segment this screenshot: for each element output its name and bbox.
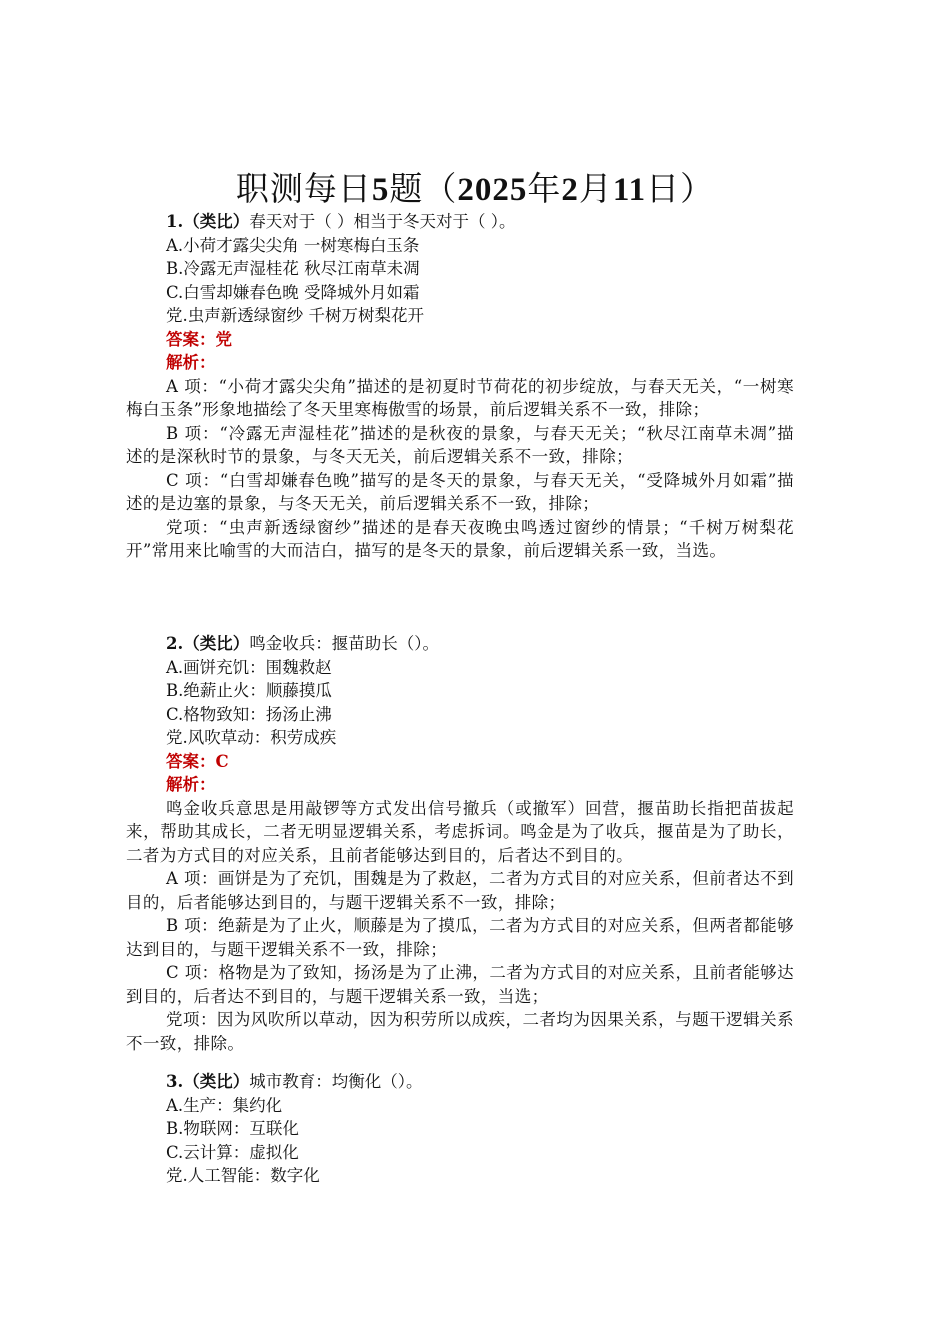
title-month: 2	[561, 172, 579, 208]
question-3	[166, 1070, 834, 1188]
title-year: 2025	[457, 172, 528, 208]
analysis-paragraph: B 项：“冷露无声湿桂花”描述的是秋夜的景象，与春天无关；“秋尽江南草未凋”描述的是深秋时节的景象，与冬天无关，前后逻辑关系不一致，排除；	[126, 423, 794, 466]
title-count: 5	[371, 172, 390, 208]
question-tag: （类比）	[183, 212, 250, 231]
question-number: 3.	[166, 1072, 184, 1091]
title-text: 职测每日	[235, 172, 372, 208]
page-title	[0, 168, 950, 212]
question-header	[166, 632, 834, 656]
option-b: B.冷露无声湿桂花 秋尽江南草未凋	[166, 259, 420, 278]
analysis-paragraph: A 项：“小荷才露尖尖角”描述的是初夏时节荷花的初步绽放，与春天无关，“一树寒梅白玉条”形象地描绘了冬天里寒梅傲雪的场景，前后逻辑关系不一致，排除；	[126, 376, 794, 419]
question-2	[126, 632, 834, 1055]
answer-label: 答案：	[166, 751, 216, 771]
option-b: B.物联网：互联化	[166, 1119, 299, 1138]
answer-line	[166, 750, 834, 774]
question-number: 2.	[166, 634, 184, 653]
analysis-label: 解析：	[166, 775, 216, 794]
option-d: 党.人工智能：数字化	[166, 1166, 320, 1185]
answer-value: C	[215, 751, 229, 771]
option-c: C.白雪却嫌春色晚 受降城外月如霜	[166, 282, 420, 302]
question-stem: 春天对于（ ）相当于冬天对于（ ）。	[249, 212, 516, 231]
analysis-paragraph: B 项：绝薪是为了止火，顺藤是为了摸瓜，二者为方式目的对应关系，但两者都能够达到目的，与题干逻辑关系不一致，排除；	[126, 916, 794, 959]
question-stem: 城市教育：均衡化（）。	[249, 1072, 423, 1091]
analysis-label: 解析：	[166, 353, 216, 372]
answer-label: 答案：	[166, 329, 216, 349]
option-a: A.小荷才露尖尖角 一树寒梅白玉条	[166, 235, 420, 255]
option-b: B.绝薪止火：顺藤摸瓜	[166, 681, 332, 700]
analysis-paragraph: 鸣金收兵意思是用敲锣等方式发出信号撤兵（或撤军）回营，揠苗助长指把苗拔起来，帮助其成长，二者无明显逻辑关系，考虑拆词。鸣金是为了收兵，揠苗是为了助长，二者为方式目的对应关系，且前者能够达到目的，后者达不到目的。	[126, 798, 794, 865]
analysis-paragraph: C 项：格物是为了致知，扬汤是为了止沸，二者为方式目的对应关系，且前者能够达到目的，后者达不到目的，与题干逻辑关系一致，当选；	[126, 963, 794, 1006]
title-text: 题（	[389, 172, 458, 208]
option-c: C.格物致知：扬汤止沸	[166, 704, 332, 724]
question-1	[126, 210, 834, 563]
answer-line	[166, 328, 834, 352]
question-number: 1.	[166, 212, 184, 231]
question-header	[166, 1070, 834, 1094]
question-tag: （类比）	[183, 1072, 250, 1091]
analysis-paragraph: 党项：因为风吹所以草动，因为积劳所以成疾，二者均为因果关系，与题干逻辑关系不一致，排除。	[126, 1010, 794, 1053]
title-text: 月	[578, 172, 613, 208]
question-stem: 鸣金收兵：揠苗助长（）。	[249, 634, 439, 653]
option-a: A.画饼充饥：围魏救赵	[166, 657, 332, 677]
answer-value: 党	[215, 329, 232, 349]
question-tag: （类比）	[183, 634, 250, 653]
analysis-paragraph: A 项：画饼是为了充饥，围魏是为了救赵，二者为方式目的对应关系，但前者达不到目的，后者能够达到目的，与题干逻辑关系不一致，排除；	[126, 869, 794, 912]
analysis-paragraph: 党项：“虫声新透绿窗纱”描述的是春天夜晚虫鸣透过窗纱的情景；“千树万树梨花开”常用来比喻雪的大而洁白，描写的是冬天的景象，前后逻辑关系一致，当选。	[126, 517, 794, 560]
question-header	[166, 210, 834, 234]
option-a: A.生产：集约化	[166, 1095, 283, 1115]
title-text: 年	[527, 172, 562, 208]
option-c: C.云计算：虚拟化	[166, 1142, 299, 1162]
option-d: 党.虫声新透绿窗纱 千树万树梨花开	[166, 306, 424, 325]
option-d: 党.风吹草动：积劳成疾	[166, 728, 337, 747]
analysis-paragraph: C 项：“白雪却嫌春色晚”描写的是冬天的景象，与春天无关，“受降城外月如霜”描述的是边塞的景象，与冬天无关，前后逻辑关系不一致，排除；	[126, 470, 794, 513]
title-text: 日）	[646, 172, 715, 208]
title-day: 11	[612, 172, 647, 208]
